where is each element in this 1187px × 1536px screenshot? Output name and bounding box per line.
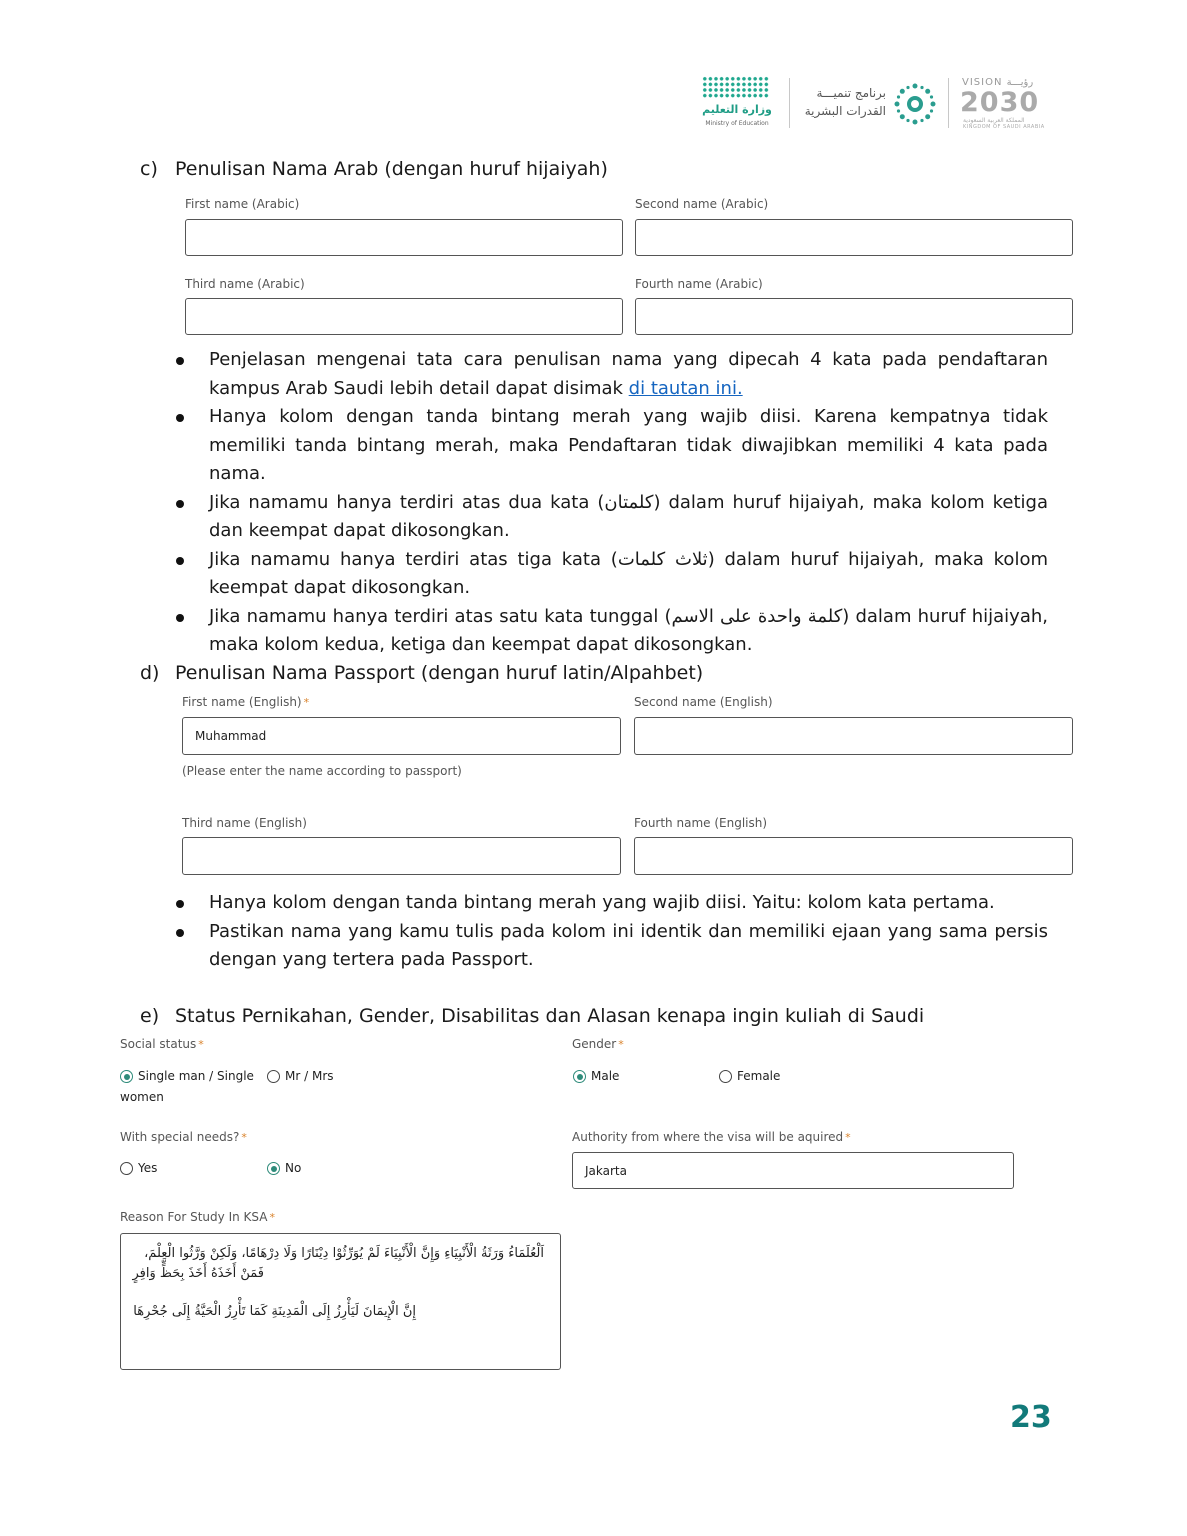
radio-no[interactable]: No [267,1161,301,1175]
hcd-logo-line1: برنامج تنميـــة [816,86,886,100]
second-name-english-input[interactable] [634,717,1073,755]
radio-single[interactable]: Single man / Single [120,1069,254,1083]
required-star-icon: * [303,696,310,709]
radio-mr-mrs[interactable]: Mr / Mrs [267,1069,334,1083]
third-name-english-input[interactable] [182,837,621,875]
reason-line: فَمَنْ أَخَذَهُ أَخَذَ بِحَظٍّ وَافِرٍ [132,1266,264,1281]
vision-label: VISION رؤيـــة [962,77,1034,88]
second-name-english-label: Second name (English) [634,695,773,709]
section-e-heading [140,1005,924,1027]
list-item: Jika namamu hanya terdiri atas satu kata tunggal (كلمة واحدة على الاسم) dalam huruf hijaiyah, maka kolom kedua, ketiga dan keempat dapat dikosongkan. [176,603,1048,660]
passport-name-hint: (Please enter the name according to passport) [182,764,462,778]
required-star-icon: * [618,1038,624,1051]
section-title: Penulisan Nama Passport (dengan huruf latin/Alpahbet) [175,662,704,684]
list-item: Hanya kolom dengan tanda bintang merah yang wajib diisi. Karena kempatnya tidak memiliki tanda bintang merah, maka Pendaftaran tidak diwajibkan memiliki 4 kata pada nama. [176,403,1048,489]
required-star-icon: * [845,1131,851,1144]
moe-logo-dots-icon [702,76,770,98]
reason-line: إِنَّ الْإِيمَانَ لَيَأْرِزُ إِلَى الْمَدِينَةِ كَمَا تَأْرِزُ الْحَيَّةُ إِلَى جُحْرِهَا [133,1304,416,1319]
logo-divider [948,78,949,128]
radio-checked-icon[interactable] [573,1070,586,1083]
reason-line: اَلْعُلَمَاءُ وَرَثَةُ الْأَنْبِيَاءِ وَإِنَّ الْأَنْبِيَاءَ لَمْ يُوَرِّثُوْا دِيْنَارًا وَلَا دِرْهَامًا، وَلَكِنْ وَرَّثُوا الْعِلْمَ، [144,1246,544,1261]
section-c-notes [176,346,1048,660]
required-star-icon: * [241,1131,247,1144]
vision-sub-arabic: المملكة العربية السعودية [963,117,1025,124]
second-name-arabic-label: Second name (Arabic) [635,197,769,211]
section-letter: d) [140,662,160,684]
fourth-name-arabic-input[interactable] [635,298,1073,335]
first-name-english-input[interactable]: Muhammad [182,717,621,755]
tutorial-link[interactable]: di tautan ini. [628,377,743,399]
list-item: Pastikan nama yang kamu tulis pada kolom ini identik dan memiliki ejaan yang sama persis dengan yang tertera pada Passport. [176,918,1048,975]
third-name-arabic-label: Third name (Arabic) [185,277,305,291]
vision-sub-english: KINGDOM OF SAUDI ARABIA [963,124,1045,130]
list-item: Jika namamu hanya terdiri atas dua kata (كلمتان) dalam huruf hijaiyah, maka kolom ketiga dan keempat dapat dikosongkan. [176,489,1048,546]
reason-textarea[interactable] [120,1233,561,1370]
radio-checked-icon[interactable] [120,1070,133,1083]
radio-male[interactable]: Male [573,1069,619,1083]
fourth-name-arabic-label: Fourth name (Arabic) [635,277,763,291]
list-item: Penjelasan mengenai tata cara penulisan nama yang dipecah 4 kata pada pendaftaran kampus Arab Saudi lebih detail dapat disimak di tautan ini. [176,346,1048,403]
section-letter: e) [140,1005,160,1027]
visa-authority-input[interactable]: Jakarta [572,1152,1014,1189]
first-name-english-label: First name (English) * [182,695,310,709]
radio-yes[interactable]: Yes [120,1161,157,1175]
hcd-logo-line2: القدرات البشرية [804,104,886,118]
radio-checked-icon[interactable] [267,1162,280,1175]
fourth-name-english-input[interactable] [634,837,1073,875]
reason-label: Reason For Study In KSA * [120,1210,275,1224]
radio-unchecked-icon[interactable] [267,1070,280,1083]
section-title: Penulisan Nama Arab (dengan huruf hijaiyah) [175,158,608,180]
third-name-arabic-input[interactable] [185,298,623,335]
special-needs-label: With special needs? * [120,1130,247,1144]
radio-unchecked-icon[interactable] [719,1070,732,1083]
vision-2030-logo: 2030 [960,87,1040,118]
required-star-icon: * [198,1038,204,1051]
third-name-english-label: Third name (English) [182,816,307,830]
social-status-label: Social status * [120,1037,204,1051]
list-item: Jika namamu hanya terdiri atas tiga kata (ثلاث كلمات) dalam huruf hijaiyah, maka kolom keempat dapat dikosongkan. [176,546,1048,603]
radio-unchecked-icon[interactable] [120,1162,133,1175]
section-letter: c) [140,158,158,180]
gender-label: Gender * [572,1037,624,1051]
second-name-arabic-input[interactable] [635,219,1073,256]
first-name-arabic-label: First name (Arabic) [185,197,300,211]
page-number: 23 [1010,1400,1052,1435]
section-d-heading [140,662,703,684]
moe-logo-english: Ministry of Education [705,120,769,127]
fourth-name-english-label: Fourth name (English) [634,816,768,830]
logo-divider [789,78,790,128]
saudi-emblem-icon [893,82,937,126]
radio-female[interactable]: Female [719,1069,780,1083]
section-c-heading [140,158,608,180]
list-item: Hanya kolom dengan tanda bintang merah yang wajib diisi. Yaitu: kolom kata pertama. [176,889,1048,918]
section-title: Status Pernikahan, Gender, Disabilitas dan Alasan kenapa ingin kuliah di Saudi [175,1005,925,1027]
visa-authority-label: Authority from where the visa will be aquired * [572,1130,851,1144]
moe-logo-arabic: وزارة التعليم [702,103,772,116]
radio-single-wrap: women [120,1090,164,1104]
section-d-notes [176,889,1048,975]
first-name-arabic-input[interactable] [185,219,623,256]
required-star-icon: * [269,1211,275,1224]
